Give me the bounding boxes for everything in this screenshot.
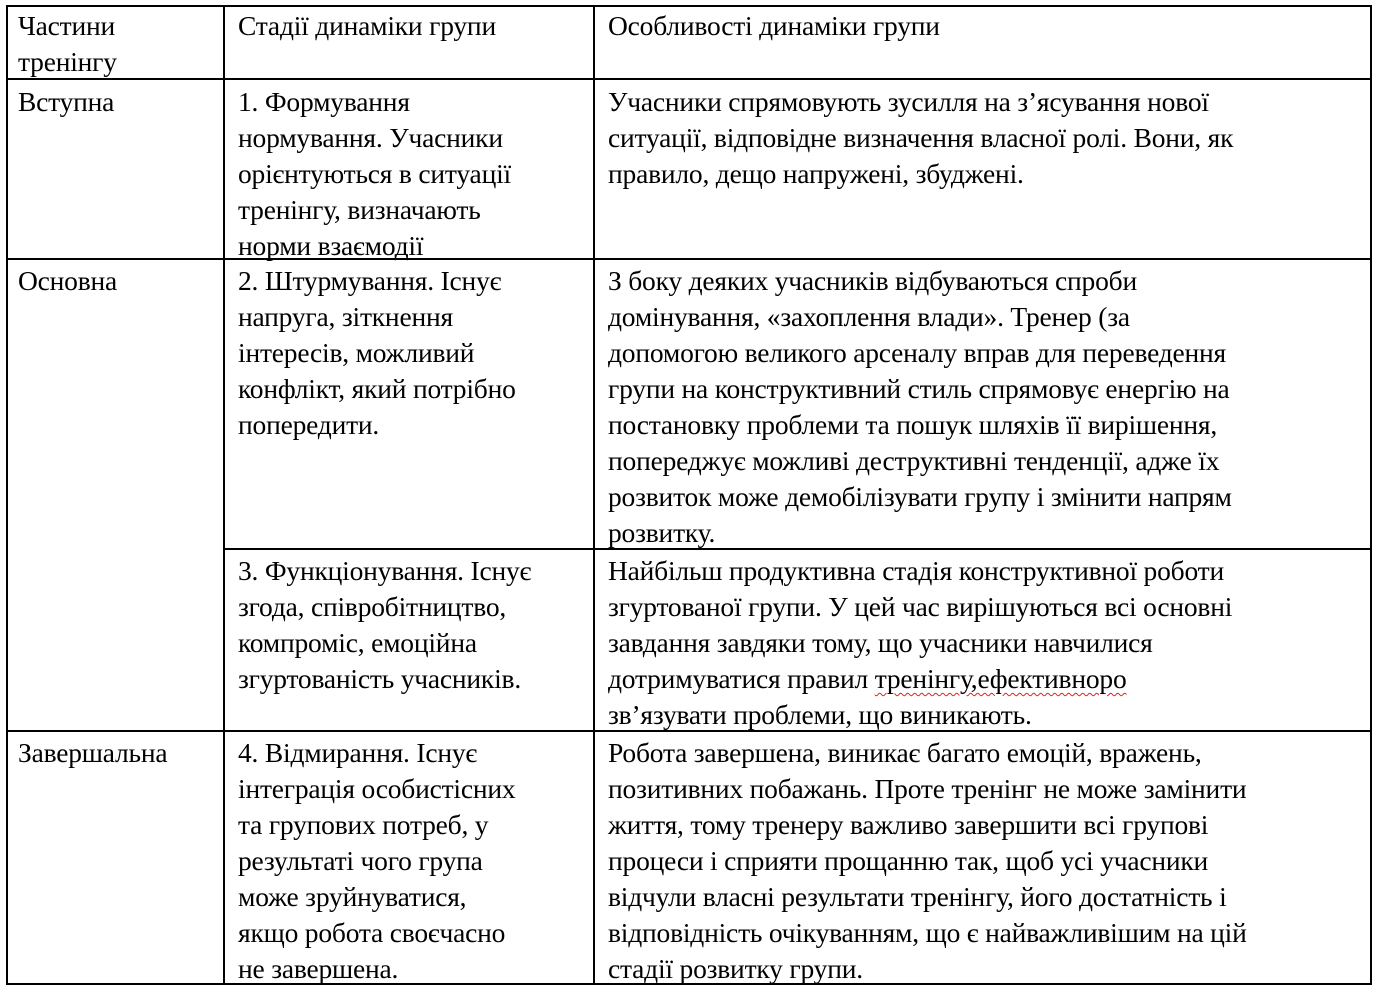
cell-stage: 4. Відмирання. Існує інтеграція особистісних та групових потреб, у результаті чого група може зруйнуватися, якщо робота своєчасно не завершена. [238,737,516,984]
column-divider [593,5,595,985]
features-text: Найбільш продуктивна стадія конструктивної роботи згуртованої групи. У цей час вирішуються всі основні завдання завдяки тому, що учасники навчилися дотримуватися правил [608,555,1233,694]
table-border-right [1370,5,1372,985]
cell-features: З боку деяких учасників відбуваються спроби домінування, «захоплення влади». Тренер (за допомогою великого арсеналу вправ для переведення групи на конструктивний стиль спрямовує енергію на постановку проблеми та пошук шляхів її вирішення, попереджує можливі деструктивні тенденції, адже їх розвиток може демобілізувати групу і змінити напрям розвитку. [608,265,1232,548]
cell-part: Вступна [18,86,115,117]
column-divider [223,5,225,985]
cell-features: Учасники спрямовують зусилля на з’ясування нової ситуації, відповідне визначення власної ролі. Вони, як правило, дещо напружені, збуджені. [608,86,1234,189]
cell-features [608,553,1368,733]
cell-features: Робота завершена, виникає багато емоцій, вражень, позитивних побажань. Проте тренінг не може замінити життя, тому тренеру важливо завершити всі групові процеси і сприяти прощанню так, щоб усі учасники відчули власні результати тренінгу, його достатність і відповідність очікуванням, що є найважливішим на цій стадії розвитку групи. [608,737,1247,984]
cell-stage: 1. Формування нормування. Учасники орієнтуються в ситуації тренінгу, визначають норми взаємодії [238,86,511,261]
header-cell-group-dynamics-stages: Стадії динаміки групи [238,10,496,41]
features-text: зв’язувати проблеми, що виникають. [608,699,1032,730]
table-border-top [6,5,1372,7]
cell-stage: 2. Штурмування. Існує напруга, зіткнення інтересів, можливий конфлікт, який потрібно попередити. [238,265,516,440]
row-divider [6,258,1372,260]
cell-part: Основна [18,265,118,296]
misspelled-word[interactable]: тренінгу,ефективноро [874,663,1127,694]
header-cell-group-dynamics-features: Особливості динаміки групи [608,10,940,41]
header-cell-training-parts: Частини тренінгу [18,10,117,77]
cell-part: Завершальна [18,737,168,768]
cell-stage: 3. Функціонування. Існує згода, співробітництво, компроміс, емоційна згуртованість учасників. [238,555,532,694]
table-border-left [6,5,8,985]
